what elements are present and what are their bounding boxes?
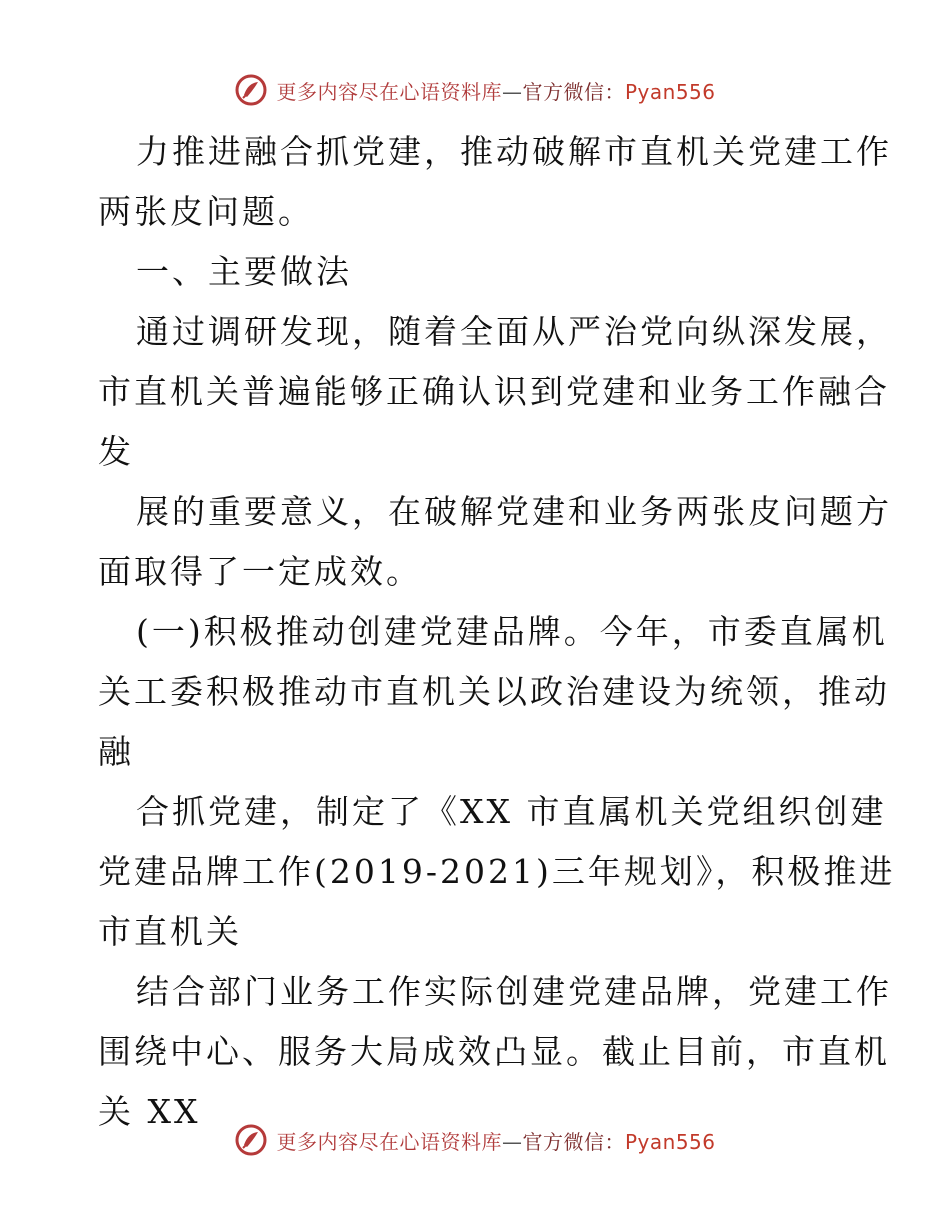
body-line: 两张皮问题。 (98, 192, 314, 231)
body-line: 展的重要意义，在破解党建和业务两张皮问题方 (136, 492, 892, 531)
body-line: (一)积极推动创建党建品牌。今年，市委直属机 (136, 612, 888, 651)
body-line: 发 (98, 432, 134, 471)
footer-promo (276, 1126, 715, 1155)
body-line: 力推进融合抓党建，推动破解市直机关党建工作 (136, 132, 892, 171)
footer-separator: — (501, 1129, 523, 1154)
body-line: 关工委积极推动市直机关以政治建设为统领，推动 (98, 672, 890, 711)
body-line: 通过调研发现，随着全面从严治党向纵深发展， (136, 312, 892, 351)
body-line: 市直机关 (98, 912, 242, 951)
header-separator: — (501, 79, 523, 104)
footer-wechat-label: 官方微信： (522, 1129, 625, 1154)
body-line: 党建品牌工作(2019-2021)三年规划》，积极推进 (98, 852, 896, 891)
body-line: 结合部门业务工作实际创建党建品牌，党建工作 (136, 972, 892, 1011)
header-promo (276, 76, 715, 105)
body-line: 一、主要做法 (136, 252, 352, 291)
body-line: 合抓党建，制定了《XX 市直属机关党组织创建 (136, 792, 887, 831)
brand-logo-icon (234, 73, 268, 107)
document-body (98, 122, 896, 1142)
footer-promo-text: 更多内容尽在心语资料库 (276, 1129, 502, 1154)
body-line: 关 XX (98, 1092, 201, 1131)
page-header-watermark (0, 70, 950, 110)
brand-logo-icon (234, 1123, 268, 1157)
body-line: 面取得了一定成效。 (98, 552, 422, 591)
page-footer-watermark (0, 1120, 950, 1160)
body-line: 融 (98, 732, 134, 771)
header-wechat-id: Pyan556 (624, 79, 716, 104)
header-promo-text: 更多内容尽在心语资料库 (276, 79, 502, 104)
body-line: 市直机关普遍能够正确认识到党建和业务工作融合 (98, 372, 890, 411)
header-wechat-label: 官方微信： (522, 79, 625, 104)
body-line: 围绕中心、服务大局成效凸显。截止目前，市直机 (98, 1032, 890, 1071)
footer-wechat-id: Pyan556 (624, 1129, 716, 1154)
